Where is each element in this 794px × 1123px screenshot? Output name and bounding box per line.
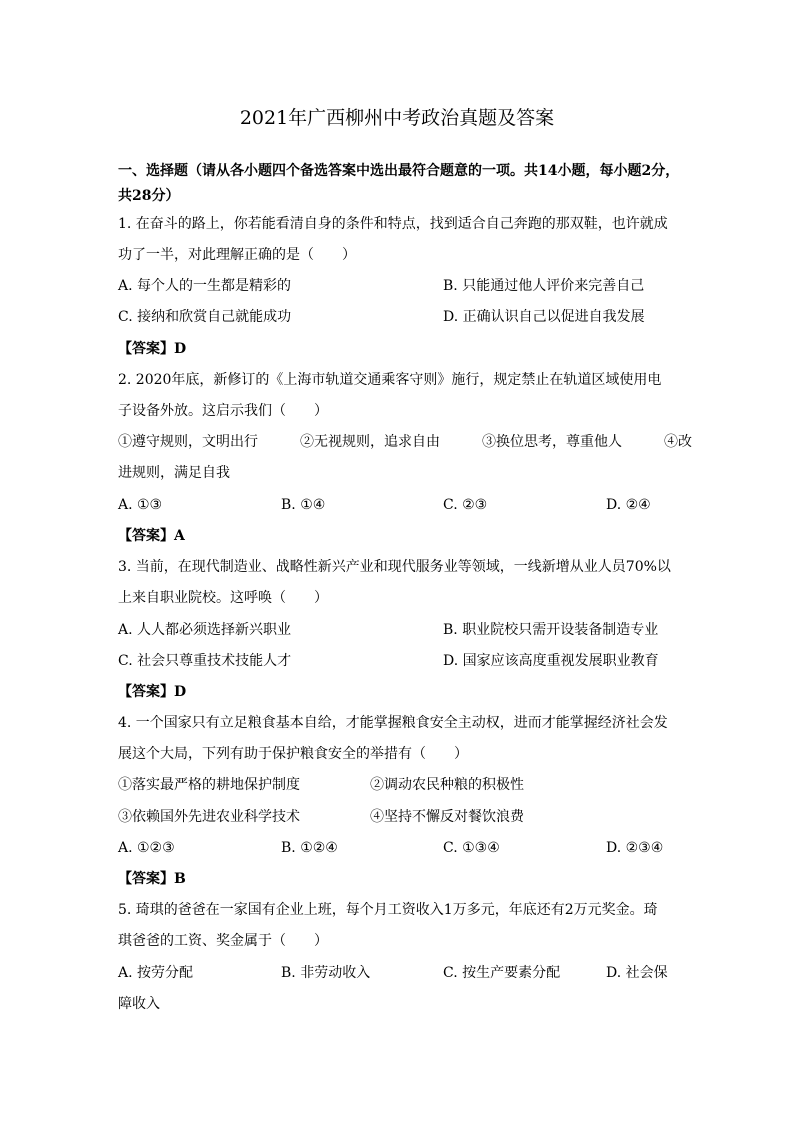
question-1-stem-line-2: 功了一半，对此理解正确的是（ ） [118, 247, 356, 263]
question-1-option-c: C. 接纳和欣赏自己就能成功 [118, 309, 292, 325]
question-3-option-b: B. 职业院校只需开设装备制造专业 [443, 622, 659, 638]
question-3-option-d: D. 国家应该高度重视发展职业教育 [443, 653, 659, 669]
question-1-stem-line-1: 1. 在奋斗的路上，你若能看清自身的条件和特点，找到适合自己奔跑的那双鞋，也许就成 [118, 216, 668, 232]
question-1-answer: 【答案】D [118, 341, 187, 357]
question-3-answer: 【答案】D [118, 684, 187, 700]
question-2-answer: 【答案】A [118, 528, 185, 544]
question-4-option-b: B. ①②④ [281, 840, 338, 856]
question-2-option-a: A. ①③ [118, 497, 163, 513]
question-2-option-d: D. ②④ [606, 497, 651, 513]
question-5-option-d-continuation: 障收入 [118, 996, 160, 1012]
question-2-items-line-2: 进规则，满足自我 [118, 465, 230, 481]
question-1-option-d: D. 正确认识自己以促进自我发展 [443, 309, 645, 325]
question-3-stem-line-2: 上来自职业院校。这呼唤（ ） [118, 590, 328, 606]
question-5-option-c: C. 按生产要素分配 [443, 965, 561, 981]
question-5-option-b: B. 非劳动收入 [281, 965, 371, 981]
page-title: 2021年广西柳州中考政治真题及答案 [239, 107, 555, 129]
question-4-item-3: ③依赖国外先进农业科学技术 [118, 809, 300, 825]
question-4-stem-line-2: 展这个大局，下列有助于保护粮食安全的举措有（ ） [118, 746, 468, 762]
question-4-item-2: ②调动农民种粮的积极性 [370, 777, 524, 793]
question-5-option-d: D. 社会保 [606, 965, 668, 981]
question-2-items-line-1: ①遵守规则，文明出行 ②无视规则，追求自由 ③换位思考，尊重他人 ④改 [118, 434, 692, 450]
section-heading-line-1: 一、选择题（请从各小题四个备选答案中选出最符合题意的一项。共14小题，每小题2分， [118, 163, 680, 179]
question-2-option-c: C. ②③ [443, 497, 488, 513]
question-1-option-a: A. 每个人的一生都是精彩的 [118, 278, 292, 294]
question-5-stem-line-1: 5. 琦琪的爸爸在一家国有企业上班，每个月工资收入1万多元，年底还有2万元奖金。琦 [118, 902, 658, 918]
question-2-option-b: B. ①④ [281, 497, 326, 513]
section-heading-line-2: 共28分） [118, 188, 180, 204]
question-2-stem-line-1: 2. 2020年底，新修订的《上海市轨道交通乘客守则》施行，规定禁止在轨道区域使用电 [118, 372, 662, 388]
question-3-option-c: C. 社会只尊重技术技能人才 [118, 653, 292, 669]
question-5-stem-line-2: 琪爸爸的工资、奖金属于（ ） [118, 933, 328, 949]
question-4-option-a: A. ①②③ [118, 840, 175, 856]
question-2-stem-line-2: 子设备外放。这启示我们（ ） [118, 403, 328, 419]
question-4-option-d: D. ②③④ [606, 840, 664, 856]
question-4-option-c: C. ①③④ [443, 840, 500, 856]
question-4-stem-line-1: 4. 一个国家只有立足粮食基本自给，才能掌握粮食安全主动权，进而才能掌握经济社会发 [118, 715, 668, 731]
question-4-answer: 【答案】B [118, 871, 186, 887]
question-4-item-1: ①落实最严格的耕地保护制度 [118, 777, 300, 793]
question-3-stem-line-1: 3. 当前，在现代制造业、战略性新兴产业和现代服务业等领域，一线新增从业人员70%以 [118, 559, 671, 575]
question-3-option-a: A. 人人都必须选择新兴职业 [118, 622, 292, 638]
question-4-item-4: ④坚持不懈反对餐饮浪费 [370, 809, 524, 825]
question-5-option-a: A. 按劳分配 [118, 965, 194, 981]
question-1-option-b: B. 只能通过他人评价来完善自己 [443, 278, 645, 294]
